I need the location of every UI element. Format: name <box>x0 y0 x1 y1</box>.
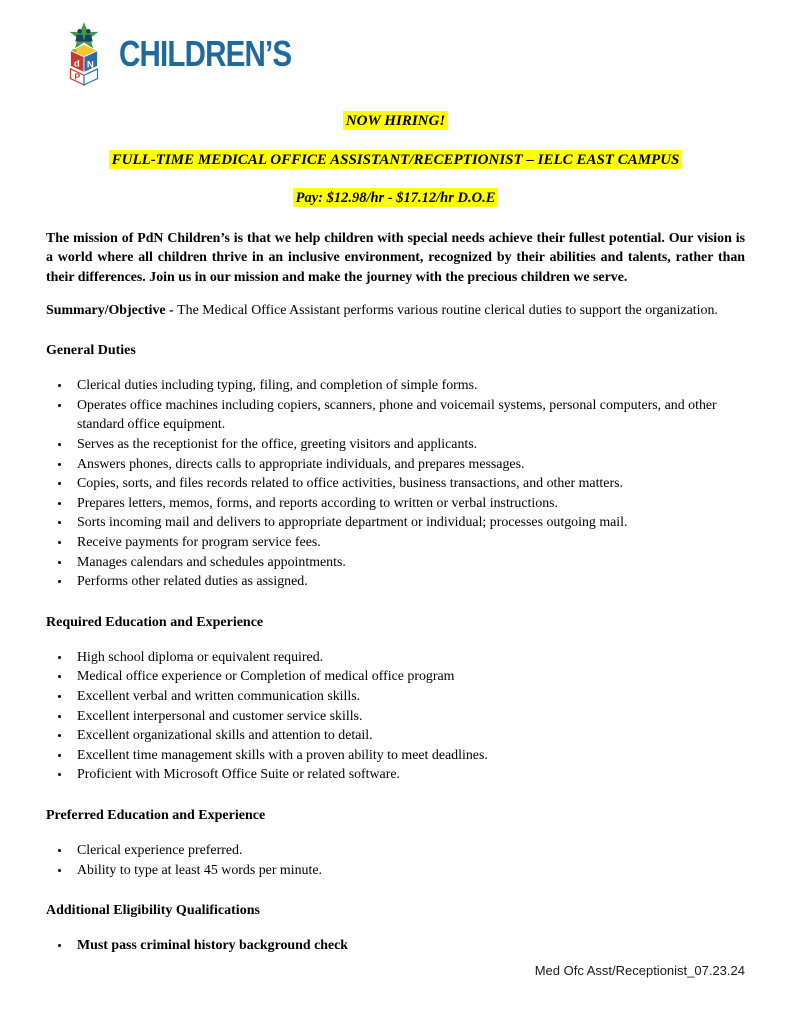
block-left-letter: d <box>73 58 80 70</box>
section-heading: General Duties <box>46 343 136 359</box>
block-bottom-letter: P <box>74 71 81 82</box>
bullet-list <box>50 648 745 785</box>
section-heading: Preferred Education and Experience <box>46 807 266 823</box>
page-header <box>46 22 745 86</box>
summary-paragraph <box>46 301 745 321</box>
footer-doc-ref: Med Ofc Asst/Receptionist_07.23.24 <box>534 963 745 978</box>
position-highlight: FULL-TIME MEDICAL OFFICE ASSISTANT/RECEPTIONIST – IELC EAST CAMPUS <box>109 150 683 169</box>
bullet-item: • Serves as the receptionist for the office, greeting visitors and applicants. <box>71 435 745 455</box>
block-right-letter: N <box>86 59 94 71</box>
pay-highlight: Pay: $12.98/hr - $17.12/hr D.O.E <box>293 188 499 207</box>
bullet-item: • Medical office experience or Completion of medical office program <box>71 667 745 687</box>
bullet-item: • Receive payments for program service fees. <box>71 533 745 553</box>
position-headline <box>46 151 745 171</box>
bullet-item: • Clerical experience preferred. <box>71 841 745 861</box>
bullet-item: • Excellent interpersonal and customer service skills. <box>71 707 745 727</box>
summary-label: Summary/Objective - <box>46 302 178 318</box>
logo-brand-text: CHILDREN’S <box>119 33 292 74</box>
bullet-item: • Clerical duties including typing, filing, and completion of simple forms. <box>71 376 745 396</box>
bullet-item: • High school diploma or equivalent required. <box>71 648 745 668</box>
now-hiring-headline <box>46 112 745 132</box>
bullet-item: • Excellent verbal and written communication skills. <box>71 687 745 707</box>
bullet-item: • Must pass criminal history background check <box>71 936 745 956</box>
logo-block-star-icon <box>57 22 111 86</box>
sections-container <box>46 341 745 955</box>
summary-text: The Medical Office Assistant performs various routine clerical duties to support the organization. <box>177 302 718 318</box>
section-heading: Required Education and Experience <box>46 614 264 630</box>
bullet-list <box>50 841 745 880</box>
bullet-list <box>50 936 745 956</box>
mission-paragraph: The mission of PdN Children’s is that we help children with special needs achieve their fullest potential. Our vision is a world where all children thrive in an inclusive environment, recognized by their abilities and talents, rather than their differences. Join us in our mission and make the journey with the precious children we serve. <box>46 230 745 286</box>
headline-block <box>46 112 745 208</box>
section-heading: Additional Eligibility Qualifications <box>46 903 260 919</box>
bullet-item: • Manages calendars and schedules appointments. <box>71 553 745 573</box>
bullet-item: • Performs other related duties as assigned. <box>71 572 745 592</box>
bullet-item: • Excellent organizational skills and attention to detail. <box>71 726 745 746</box>
bullet-item: • Proficient with Microsoft Office Suite or related software. <box>71 765 745 785</box>
now-hiring-highlight: NOW HIRING! <box>343 111 448 130</box>
bullet-item: • Excellent time management skills with a proven ability to meet deadlines. <box>71 746 745 766</box>
page-footer <box>535 963 745 978</box>
pay-headline <box>46 189 745 208</box>
bullet-item: • Prepares letters, memos, forms, and reports according to written or verbal instructions. <box>71 494 745 514</box>
bullet-item: • Copies, sorts, and files records related to office activities, business transactions, and other matters. <box>71 474 745 494</box>
bullet-item: • Sorts incoming mail and delivers to appropriate department or individual; processes outgoing mail. <box>71 513 745 533</box>
bullet-item: • Ability to type at least 45 words per minute. <box>71 861 745 881</box>
company-logo <box>57 22 745 86</box>
bullet-item: • Answers phones, directs calls to appropriate individuals, and prepares messages. <box>71 455 745 475</box>
bullet-item: • Operates office machines including copiers, scanners, phone and voicemail systems, personal computers, and other standard office equipment. <box>71 396 745 435</box>
bullet-list <box>50 376 745 592</box>
